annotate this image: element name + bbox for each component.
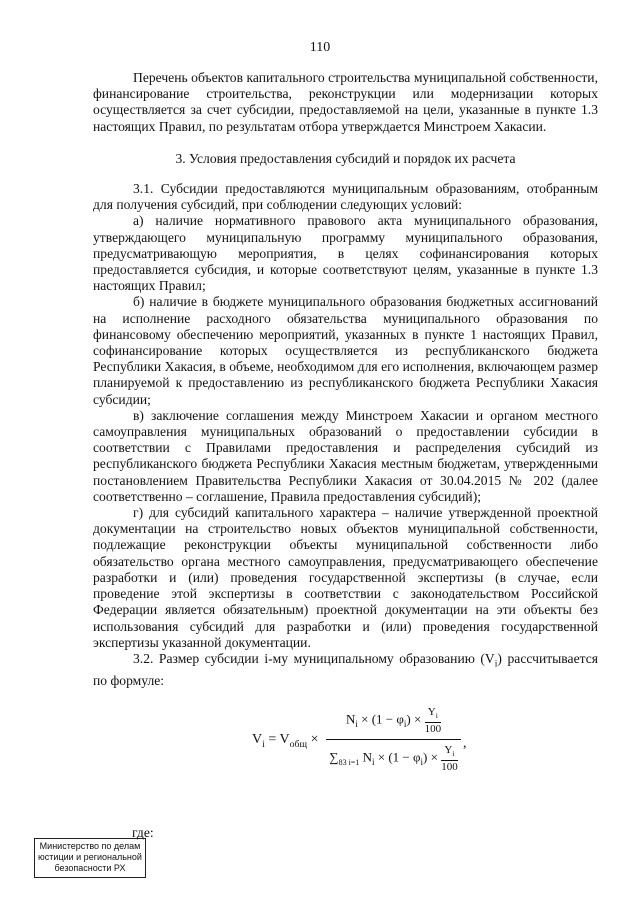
formula-denominator: $\sum_{83 i=1}$ $N_i \times (1 - \varphi_i)$ × $\frac{Y_i}{100}$ — [329, 744, 458, 774]
item-g: г) для субсидий капитального характера – наличие утвержденной проектной документации на строительство новых объектов муниципальной собственности, подлежащие реконструкции объекты муниципальной собственности либо обязательство органа местного самоуправления, предусматривающего обеспечение разработки и (или) проведения государственной экспертизы (в случае, если проведение этой экспертизы в соответствии с законодательством Российской Федерации является обязательным) проектной документации на эти объекты без использования субсидий для разработки и (или) проведения государственной экспертизы указанной документации. — [93, 505, 598, 650]
page-number: 110 — [309, 40, 331, 55]
item-b: б) наличие в бюджете муниципального образования бюджетных ассигнований на исполнение расходного обязательства муниципального образования по финансовому обеспечению мероприятий, указанных в пункте 1 настоящих Правил, софинансирование которых осуществляется из республиканского бюджета Республики Хакасия, в объеме, необходимом для его исполнения, включающем размер планируемой к предоставлению из республиканского бюджета Республики Хакасия субсидии; — [93, 294, 598, 407]
ministry-stamp: Министерство по делам юстиции и региональной безопасности РХ — [34, 838, 146, 878]
clause-3-1: 3.1. Субсидии предоставляются муниципальным образованиям, отобранным для получения субсидий, при соблюдении следующих условий: — [93, 181, 598, 213]
subsidy-formula: $V_i = V_{общ}$ × $N_i \times (1 - \varphi_i)$ × $\frac{Y_i}{100}$ $\sum_{83 i=1}$ $N_i \times (1 - \varphi_i)$ × $\frac{Y_i}{100}$ , — [252, 706, 467, 774]
intro-paragraph: Перечень объектов капитального строительства муниципальной собственности, финансирование строительства, реконструкции или модернизации которых осуществляется за счет субсидии, предоставляемой на цели, указанные в пункте 1.3 настоящих Правил, по результатам отбора утверждается Минстроем Хакасии. — [93, 70, 598, 134]
item-v: в) заключение соглашения между Минстроем Хакасии и органом местного самоуправления муниципальных образований о предоставлении субсидии в соответствии с Правилами предоставления и распределения субсидий из республиканского бюджета Республики Хакасия местным бюджетам, утвержденными постановлением Правительства Республики Хакасия от 30.04.2015 № 202 (далее соответственно – соглашение, Правила предоставления субсидий); — [93, 407, 598, 504]
document-body — [93, 70, 598, 689]
formula-lhs: $V_i = V_{общ}$ × — [252, 732, 319, 750]
formula-fraction — [326, 706, 461, 773]
y-over-100: $\frac{Y_i}{100}$ — [424, 706, 442, 736]
clause-3-2: 3.2. Размер субсидии i-му муниципальному образованию $(V_i)$ рассчитывается по формуле: — [93, 650, 598, 688]
formula-numerator: $N_i \times (1 - \varphi_i)$ × $\frac{Y_i}{100}$ — [326, 706, 461, 740]
section-heading: 3. Условия предоставления субсидий и порядок их расчета — [175, 150, 516, 166]
where-label: где: — [132, 825, 154, 840]
item-a: а) наличие нормативного правового акта муниципального образования, утверждающего муниципальную программу муниципального образования, предусматривающую мероприятия, в целях софинансирования которых предоставляется субсидия, и которые соответствуют целям, указанные в пункте 1.3 настоящих Правил; — [93, 213, 598, 294]
